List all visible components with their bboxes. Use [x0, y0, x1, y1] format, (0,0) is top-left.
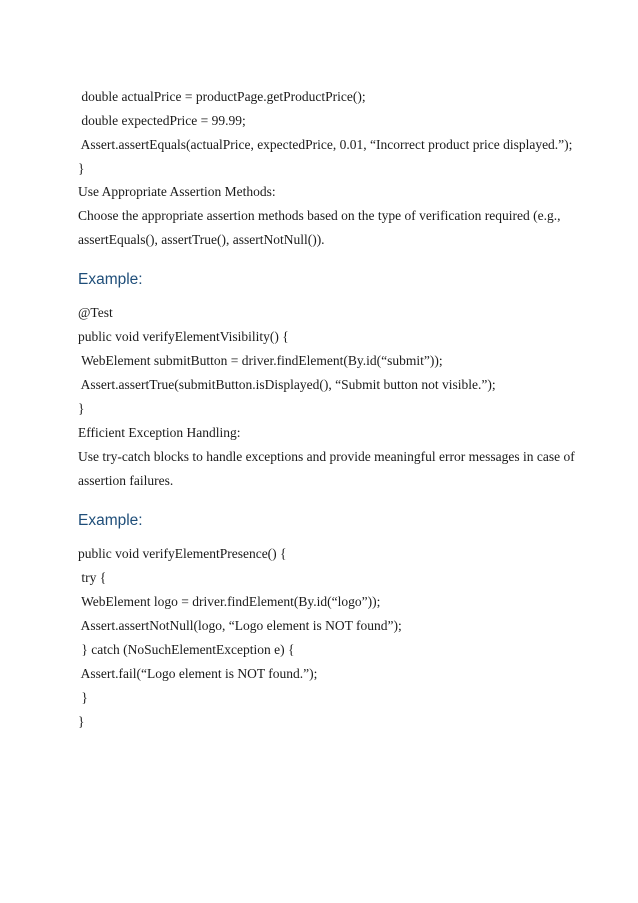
code-line: Assert.assertEquals(actualPrice, expectedPrice, 0.01, “Incorrect product price displayed.”);	[78, 137, 573, 152]
code-line: @Test	[78, 305, 113, 320]
code-line: WebElement logo = driver.findElement(By.id(“logo”));	[78, 594, 381, 609]
paragraph-line: Use try-catch blocks to handle exceptions and provide meaningful error messages in case of	[78, 449, 575, 464]
code-line: try {	[78, 570, 107, 585]
code-line: }	[78, 401, 85, 416]
paragraph-line: Efficient Exception Handling:	[78, 425, 241, 440]
paragraph-line: Choose the appropriate assertion methods based on the type of verification required (e.g.,	[78, 208, 561, 223]
code-line: Assert.assertTrue(submitButton.isDisplayed(), “Submit button not visible.”);	[78, 377, 496, 392]
code-line: double actualPrice = productPage.getProductPrice();	[78, 89, 366, 104]
code-line: }	[78, 690, 88, 705]
code-line: }	[78, 714, 85, 729]
code-line: Assert.assertNotNull(logo, “Logo element is NOT found”);	[78, 618, 402, 633]
code-line: public void verifyElementVisibility() {	[78, 329, 289, 344]
section-heading: Example:	[78, 512, 143, 529]
code-line: double expectedPrice = 99.99;	[78, 113, 246, 128]
paragraph-line: assertEquals(), assertTrue(), assertNotNull()).	[78, 232, 325, 247]
paragraph-line: Use Appropriate Assertion Methods:	[78, 184, 276, 199]
code-line: Assert.fail(“Logo element is NOT found.”);	[78, 666, 318, 681]
code-line: public void verifyElementPresence() {	[78, 546, 287, 561]
section-heading: Example:	[78, 271, 143, 288]
code-line: WebElement submitButton = driver.findElement(By.id(“submit”));	[78, 353, 443, 368]
paragraph-line: assertion failures.	[78, 473, 174, 488]
code-line: } catch (NoSuchElementException e) {	[78, 642, 295, 657]
code-line: }	[78, 161, 85, 176]
